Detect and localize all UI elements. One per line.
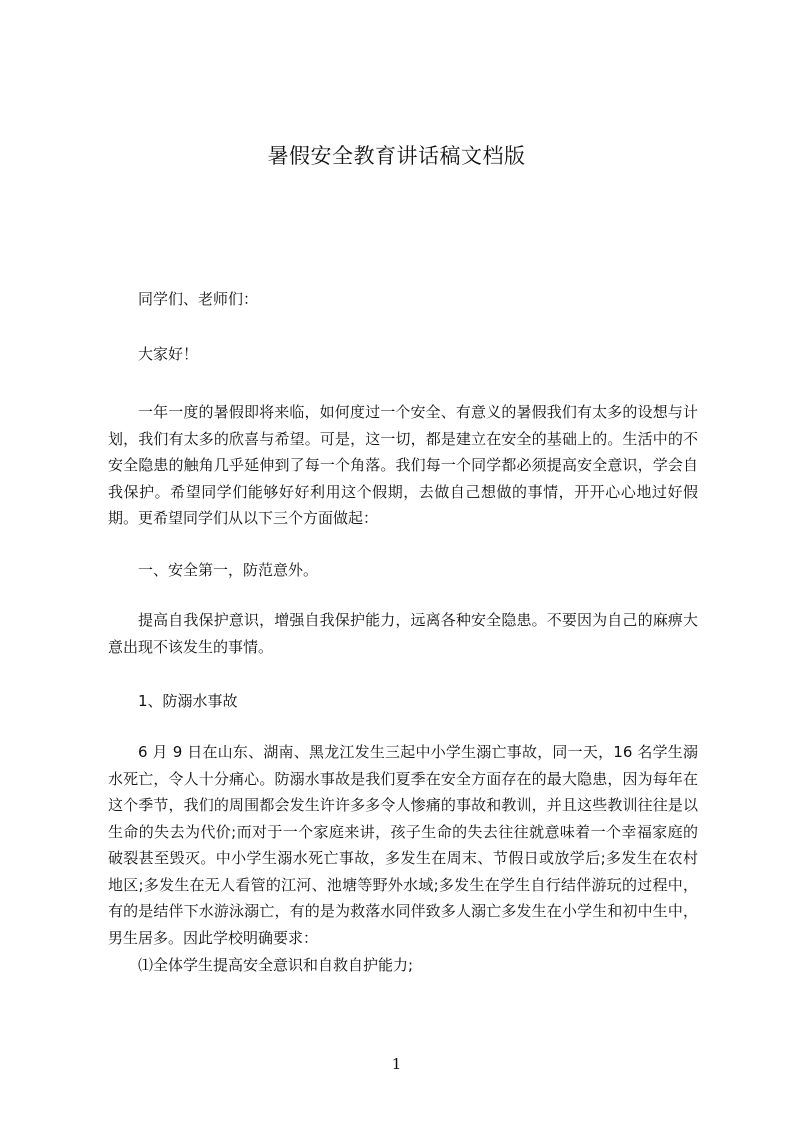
page-number: 1	[391, 1055, 402, 1073]
subsection-1-paragraph: 6 月 9 日在山东、湖南、黑龙江发生三起中小学生溺亡事故，同一天，16 名学生溺水死亡，令人十分痛心。防溺水事故是我们夏季在安全方面存在的最大隐患，因为每年在这个季节，我们的周围都会发生许许多多令人惨痛的事故和教训，并且这些教训往往是以生命的失去为代价;而对于一个家庭来讲，孩子生命的失去往往就意味着一个幸福家庭的破裂甚至毁灭。中小学生溺水死亡事故，多发生在周末、节假日或放学后;多发生在农村地区;多发生在无人看管的江河、池塘等野外水域;多发生在学生自行结伴游玩的过程中，有的是结伴下水游泳溺亡，有的是为救落水同伴致多人溺亡多发生在小学生和初中生中，男生居多。因此学校明确要求：	[108, 743, 698, 947]
subsection-1-heading: 1、防溺水事故	[138, 692, 238, 710]
requirement-1: ⑴全体学生提高安全意识和自救自护能力;	[138, 956, 414, 974]
greeting: 大家好！	[138, 345, 199, 363]
document-title: 暑假安全教育讲话稿文档版	[267, 144, 526, 168]
salutation: 同学们、老师们：	[138, 290, 259, 308]
intro-paragraph: 一年一度的暑假即将来临，如何度过一个安全、有意义的暑假我们有太多的设想与计划，我们有太多的欣喜与希望。可是，这一切，都是建立在安全的基础上的。生活中的不安全隐患的触角几乎延伸到了每一个角落。我们每一个同学都必须提高安全意识，学会自我保护。希望同学们能够好好利用这个假期，去做自己想做的事情，开开心心地过好假期。更希望同学们从以下三个方面做起：	[108, 403, 698, 527]
section-1-paragraph: 提高自我保护意识，增强自我保护能力，远离各种安全隐患。不要因为自己的麻痹大意出现不该发生的事情。	[108, 611, 698, 656]
section-1-heading: 一、安全第一，防范意外。	[138, 561, 319, 579]
